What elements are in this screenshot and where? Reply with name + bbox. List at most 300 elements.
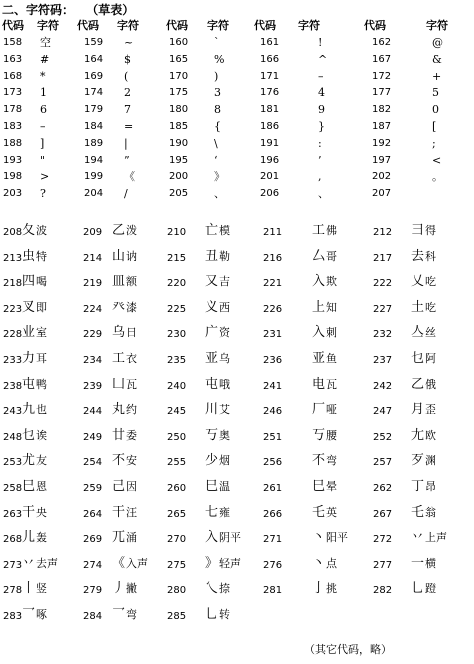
component-reading: 额 (126, 275, 138, 289)
component-cell (312, 301, 337, 315)
component-cell (22, 506, 47, 520)
section-title: 二、字符码： (2, 3, 75, 17)
code-cell: 164 (84, 53, 104, 65)
code-cell: 172 (372, 70, 392, 82)
code-cell: 180 (169, 104, 189, 116)
code-cell: 268 (3, 534, 23, 546)
component-cell (411, 326, 436, 340)
code-cell: 254 (83, 457, 103, 469)
component-cell (312, 403, 337, 417)
component-reading: 烟 (219, 454, 231, 468)
code-cell: 207 (372, 188, 392, 200)
component-glyph: 亚 (205, 351, 219, 366)
component-glyph: 屯 (22, 376, 36, 392)
component-reading: 瓦 (126, 377, 138, 391)
code-cell: 274 (83, 559, 103, 571)
component-glyph: 亚 (312, 351, 326, 366)
code-cell: 265 (167, 508, 187, 520)
code-cell: 257 (373, 457, 393, 469)
component-reading: 撇 (126, 582, 138, 596)
code-cell: 278 (3, 585, 23, 597)
char-column-header: 字符 (117, 19, 139, 32)
code-cell: 182 (372, 104, 392, 116)
component-glyph: 乂 (411, 274, 425, 290)
code-cell: 161 (260, 37, 280, 48)
component-reading: 去声 (36, 556, 59, 570)
component-glyph: 少 (205, 453, 219, 469)
code-cell: 241 (263, 380, 283, 392)
component-cell (22, 250, 47, 264)
component-reading: 昂 (425, 480, 437, 493)
code-cell: 277 (373, 559, 393, 571)
component-reading: 吃 (425, 275, 437, 289)
component-glyph: 儿 (22, 530, 36, 546)
code-cell: 261 (263, 483, 283, 494)
component-glyph: 虫 (22, 248, 36, 264)
code-cell: 269 (83, 534, 103, 546)
code-cell: 283 (3, 611, 23, 622)
code-cell: 222 (373, 278, 393, 290)
code-cell: 244 (83, 406, 103, 418)
component-glyph: 丷 (411, 530, 425, 546)
component-glyph: 彐 (411, 223, 425, 238)
component-reading: 翁 (425, 505, 437, 519)
code-cell: 247 (373, 406, 393, 418)
component-reading: 啄 (36, 608, 48, 621)
component-glyph: 乌 (112, 325, 126, 341)
component-cell (205, 326, 230, 340)
code-cell: 248 (3, 431, 23, 443)
component-glyph: 丶 (312, 530, 326, 546)
code-cell: 276 (263, 559, 283, 571)
code-cell: 281 (263, 585, 283, 597)
code-cell: 256 (263, 457, 283, 469)
component-cell (22, 224, 47, 238)
component-reading: 雍 (219, 505, 231, 519)
component-reading: 入声 (126, 556, 149, 570)
component-cell (205, 454, 230, 468)
component-glyph: 己 (112, 479, 126, 494)
component-reading: 资 (219, 326, 231, 340)
component-glyph: 乙 (411, 376, 425, 392)
component-cell (205, 608, 230, 622)
code-column-header: 代码 (254, 19, 276, 32)
code-cell: 205 (169, 188, 189, 200)
code-column-header: 代码 (77, 19, 99, 32)
code-cell: 223 (3, 303, 23, 315)
code-cell: 279 (83, 585, 103, 597)
code-cell: 181 (260, 104, 280, 116)
code-column-header: 代码 (2, 19, 24, 32)
component-reading: 诶 (36, 428, 48, 442)
component-reading: 蹬 (425, 582, 437, 596)
component-reading: 勒 (219, 249, 231, 263)
char-column-header: 字符 (207, 19, 229, 32)
component-reading: 上声 (425, 531, 448, 545)
component-reading: 也 (36, 403, 48, 417)
char-cell: % (214, 52, 225, 66)
component-cell (112, 506, 137, 520)
char-cell: ^ (318, 52, 328, 66)
component-cell (205, 301, 230, 315)
char-cell: – (40, 120, 46, 133)
component-glyph: 丑 (205, 248, 219, 264)
char-cell: < (432, 153, 442, 167)
component-reading: 点 (326, 556, 338, 570)
component-cell (312, 378, 337, 392)
code-cell: 224 (83, 303, 103, 315)
char-cell: 、 (214, 187, 225, 201)
char-cell: / (124, 187, 128, 201)
component-glyph: 丿 (112, 581, 126, 597)
component-glyph: 厂 (312, 402, 326, 418)
code-cell: 263 (3, 508, 23, 520)
component-glyph: 工 (312, 223, 326, 238)
component-glyph: 电 (312, 376, 326, 392)
code-cell: 284 (83, 611, 103, 622)
component-glyph: 广 (205, 325, 219, 341)
char-cell: 9 (318, 103, 325, 117)
component-cell (205, 582, 230, 596)
component-glyph: 乚 (205, 607, 219, 622)
code-cell: 176 (260, 87, 280, 99)
component-reading: 得 (425, 224, 437, 237)
component-reading: 俄 (425, 377, 437, 391)
component-glyph: 皿 (112, 274, 126, 290)
code-cell: 169 (84, 70, 104, 82)
component-reading: 阴平 (219, 531, 242, 545)
code-cell: 249 (83, 431, 103, 443)
component-glyph: 入 (312, 325, 326, 341)
component-glyph: 》 (205, 555, 219, 571)
component-cell (22, 582, 47, 596)
component-reading: 耳 (36, 352, 48, 365)
code-cell: 260 (167, 483, 187, 494)
component-reading: 捺 (219, 582, 231, 596)
component-cell (112, 454, 137, 468)
component-cell (22, 454, 47, 468)
component-cell (22, 403, 47, 417)
component-cell (22, 326, 47, 340)
component-reading: 因 (126, 480, 138, 493)
component-reading: 波 (36, 224, 48, 237)
code-cell: 272 (373, 534, 393, 546)
code-cell: 271 (263, 534, 283, 546)
component-reading: 泼 (126, 224, 138, 237)
component-glyph: 义 (205, 299, 219, 315)
component-glyph: 乚 (411, 581, 425, 597)
code-cell: 185 (169, 121, 189, 132)
component-reading: 日 (126, 326, 138, 340)
component-glyph: 乀 (205, 581, 219, 597)
component-glyph: 丁 (411, 479, 425, 494)
code-cell: 259 (83, 483, 103, 494)
component-cell (112, 557, 148, 571)
code-cell: 191 (260, 137, 280, 149)
char-cell: > (40, 170, 50, 184)
component-cell (411, 557, 436, 571)
char-cell: 、 (318, 187, 329, 201)
char-column-header: 字符 (426, 19, 448, 32)
code-cell: 178 (3, 104, 23, 116)
component-cell (22, 429, 47, 443)
component-reading: 室 (36, 326, 48, 340)
component-cell (205, 429, 230, 443)
component-glyph: 入 (205, 530, 219, 546)
component-glyph: 业 (22, 325, 36, 341)
component-reading: 漆 (126, 300, 138, 314)
char-cell: = (124, 120, 134, 133)
component-reading: 丝 (425, 326, 437, 340)
component-cell (112, 403, 137, 417)
code-cell: 196 (260, 154, 280, 166)
component-cell (411, 224, 436, 238)
component-glyph: 乙 (112, 223, 126, 238)
code-cell: 198 (3, 171, 23, 183)
char-cell: ; (432, 136, 436, 150)
component-reading: 竖 (36, 582, 48, 596)
component-reading: 刺 (326, 326, 338, 340)
code-cell: 216 (263, 252, 283, 264)
code-cell: 229 (83, 329, 103, 341)
component-cell (22, 378, 47, 392)
code-cell: 226 (263, 303, 283, 315)
component-reading: 歪 (425, 403, 437, 417)
component-cell (112, 480, 137, 494)
component-cell (112, 378, 137, 392)
code-cell: 202 (372, 171, 392, 183)
component-glyph: 力 (22, 351, 36, 366)
component-reading: 知 (326, 300, 338, 314)
component-cell (205, 250, 230, 264)
code-column-header: 代码 (166, 19, 188, 32)
code-cell: 215 (167, 252, 187, 264)
component-cell (411, 403, 436, 417)
component-reading: 渊 (425, 454, 437, 468)
code-cell: 285 (167, 611, 187, 622)
code-cell: 162 (372, 37, 392, 48)
code-cell: 195 (169, 154, 189, 166)
component-reading: 科 (425, 249, 437, 263)
code-cell: 267 (373, 508, 393, 520)
component-cell (205, 275, 230, 289)
code-cell: 219 (83, 278, 103, 290)
component-reading: 奥 (219, 428, 231, 442)
component-cell (411, 378, 436, 392)
component-cell (112, 301, 137, 315)
component-cell (411, 429, 436, 443)
component-cell (205, 352, 230, 366)
char-cell: 《 (124, 170, 135, 184)
component-cell (112, 531, 137, 545)
code-cell: 179 (84, 104, 104, 116)
component-reading: 瓦 (326, 377, 338, 391)
char-cell: | (124, 136, 128, 150)
char-cell: ` (214, 36, 220, 49)
component-cell (112, 275, 137, 289)
component-reading: 模 (219, 224, 231, 237)
char-cell: @ (432, 36, 443, 49)
component-cell (312, 326, 337, 340)
char-cell: 1 (40, 86, 47, 100)
code-cell: 184 (84, 121, 104, 132)
component-cell (112, 429, 137, 443)
component-cell (411, 506, 436, 520)
component-glyph: 丶 (312, 555, 326, 571)
component-reading: 衣 (126, 352, 138, 365)
char-cell: # (40, 52, 50, 66)
code-cell: 183 (3, 121, 23, 132)
char-cell: 2 (124, 86, 131, 100)
component-glyph: 叉 (22, 299, 36, 315)
component-cell (205, 506, 230, 520)
component-reading: 涌 (126, 531, 138, 545)
char-cell: ! (318, 36, 323, 49)
code-cell: 194 (84, 154, 104, 166)
char-cell: ” (124, 153, 130, 167)
component-reading: 佛 (326, 224, 338, 237)
code-cell: 160 (169, 37, 189, 48)
char-cell: " (40, 153, 46, 167)
component-glyph: 上 (312, 299, 326, 315)
code-cell: 270 (167, 534, 187, 546)
char-cell: $ (124, 52, 131, 66)
char-cell: – (318, 69, 324, 83)
component-reading: 委 (126, 428, 138, 442)
component-cell (205, 378, 230, 392)
code-cell: 225 (167, 303, 187, 315)
code-cell: 218 (3, 278, 23, 290)
component-glyph: 去 (411, 248, 425, 264)
component-cell (112, 352, 137, 366)
component-glyph: 入 (312, 274, 326, 290)
code-cell: 189 (84, 137, 104, 149)
code-cell: 228 (3, 329, 23, 341)
component-reading: 转 (219, 608, 231, 621)
code-cell: 193 (3, 154, 23, 166)
component-cell (411, 352, 436, 366)
component-glyph: 亡 (205, 223, 219, 238)
component-reading: 温 (219, 480, 231, 493)
code-cell: 159 (84, 37, 104, 48)
component-glyph: 干 (22, 504, 36, 520)
component-cell (112, 224, 137, 238)
section-note: （草表） (86, 3, 135, 17)
char-cell: ( (124, 69, 129, 83)
char-cell: ? (40, 187, 46, 201)
component-reading: 哥 (326, 249, 338, 263)
code-cell: 262 (373, 483, 393, 494)
component-cell (312, 480, 337, 494)
component-cell (22, 608, 47, 622)
code-cell: 212 (373, 227, 393, 238)
code-cell: 221 (263, 278, 283, 290)
component-glyph: 厶 (312, 248, 326, 264)
char-cell: ) (214, 69, 219, 83)
component-reading: 艾 (219, 403, 231, 417)
component-reading: 特 (36, 249, 48, 263)
code-cell: 192 (372, 137, 392, 149)
component-reading: 央 (36, 505, 48, 519)
code-cell: 264 (83, 508, 103, 520)
code-cell: 252 (373, 431, 393, 443)
component-glyph: 巳 (205, 479, 219, 494)
component-reading: 安 (126, 454, 138, 468)
code-cell: 173 (3, 87, 23, 99)
component-glyph: 丷 (22, 555, 36, 571)
char-cell: , (318, 170, 322, 184)
component-glyph: 土 (411, 299, 425, 315)
component-cell (112, 250, 137, 264)
component-reading: 约 (126, 403, 138, 417)
component-reading: 恩 (36, 480, 48, 493)
component-cell (312, 582, 337, 596)
char-cell: 0 (432, 103, 439, 117)
code-cell: 209 (83, 227, 103, 238)
component-cell (312, 531, 348, 545)
component-cell (312, 250, 337, 264)
code-cell: 242 (373, 380, 393, 392)
component-reading: 友 (36, 454, 48, 468)
code-cell: 168 (3, 70, 23, 82)
component-glyph: 干 (112, 504, 126, 520)
component-reading: 汪 (126, 505, 138, 519)
component-cell (112, 326, 137, 340)
component-reading: 哑 (326, 403, 338, 417)
component-cell (205, 480, 230, 494)
component-reading: 讷 (126, 249, 138, 263)
component-cell (22, 531, 47, 545)
code-cell: 175 (169, 87, 189, 99)
code-cell: 258 (3, 483, 23, 494)
component-reading: 西 (219, 300, 231, 314)
char-cell: 4 (318, 86, 325, 100)
code-cell: 238 (3, 380, 23, 392)
component-glyph: 不 (112, 453, 126, 469)
component-glyph: 丸 (112, 402, 126, 418)
component-reading: 弯 (126, 608, 138, 621)
component-cell (411, 301, 436, 315)
component-cell (22, 557, 58, 571)
code-cell: 236 (263, 355, 283, 366)
component-reading: 欧 (425, 428, 437, 442)
component-reading: 挑 (326, 582, 338, 596)
code-cell: 158 (3, 37, 23, 48)
code-column-header: 代码 (364, 19, 386, 32)
char-column-header: 字符 (37, 19, 59, 32)
code-cell: 204 (84, 188, 104, 200)
code-cell: 231 (263, 329, 283, 341)
component-glyph: 丂 (312, 427, 326, 443)
code-cell: 211 (263, 227, 283, 238)
component-cell (112, 608, 137, 622)
component-glyph: 乇 (312, 504, 326, 520)
component-cell (312, 352, 337, 366)
component-cell (312, 454, 337, 468)
code-cell: 170 (169, 70, 189, 82)
code-cell: 232 (373, 329, 393, 341)
component-glyph: 山 (112, 248, 126, 264)
code-cell: 251 (263, 431, 283, 443)
component-reading: 吃 (425, 300, 437, 314)
char-cell: 。 (432, 170, 443, 184)
code-cell: 230 (167, 329, 187, 341)
code-cell: 240 (167, 380, 187, 392)
char-cell: ] (40, 136, 45, 150)
code-cell: 186 (260, 121, 280, 132)
component-glyph: 九 (22, 402, 36, 418)
component-cell (411, 250, 436, 264)
